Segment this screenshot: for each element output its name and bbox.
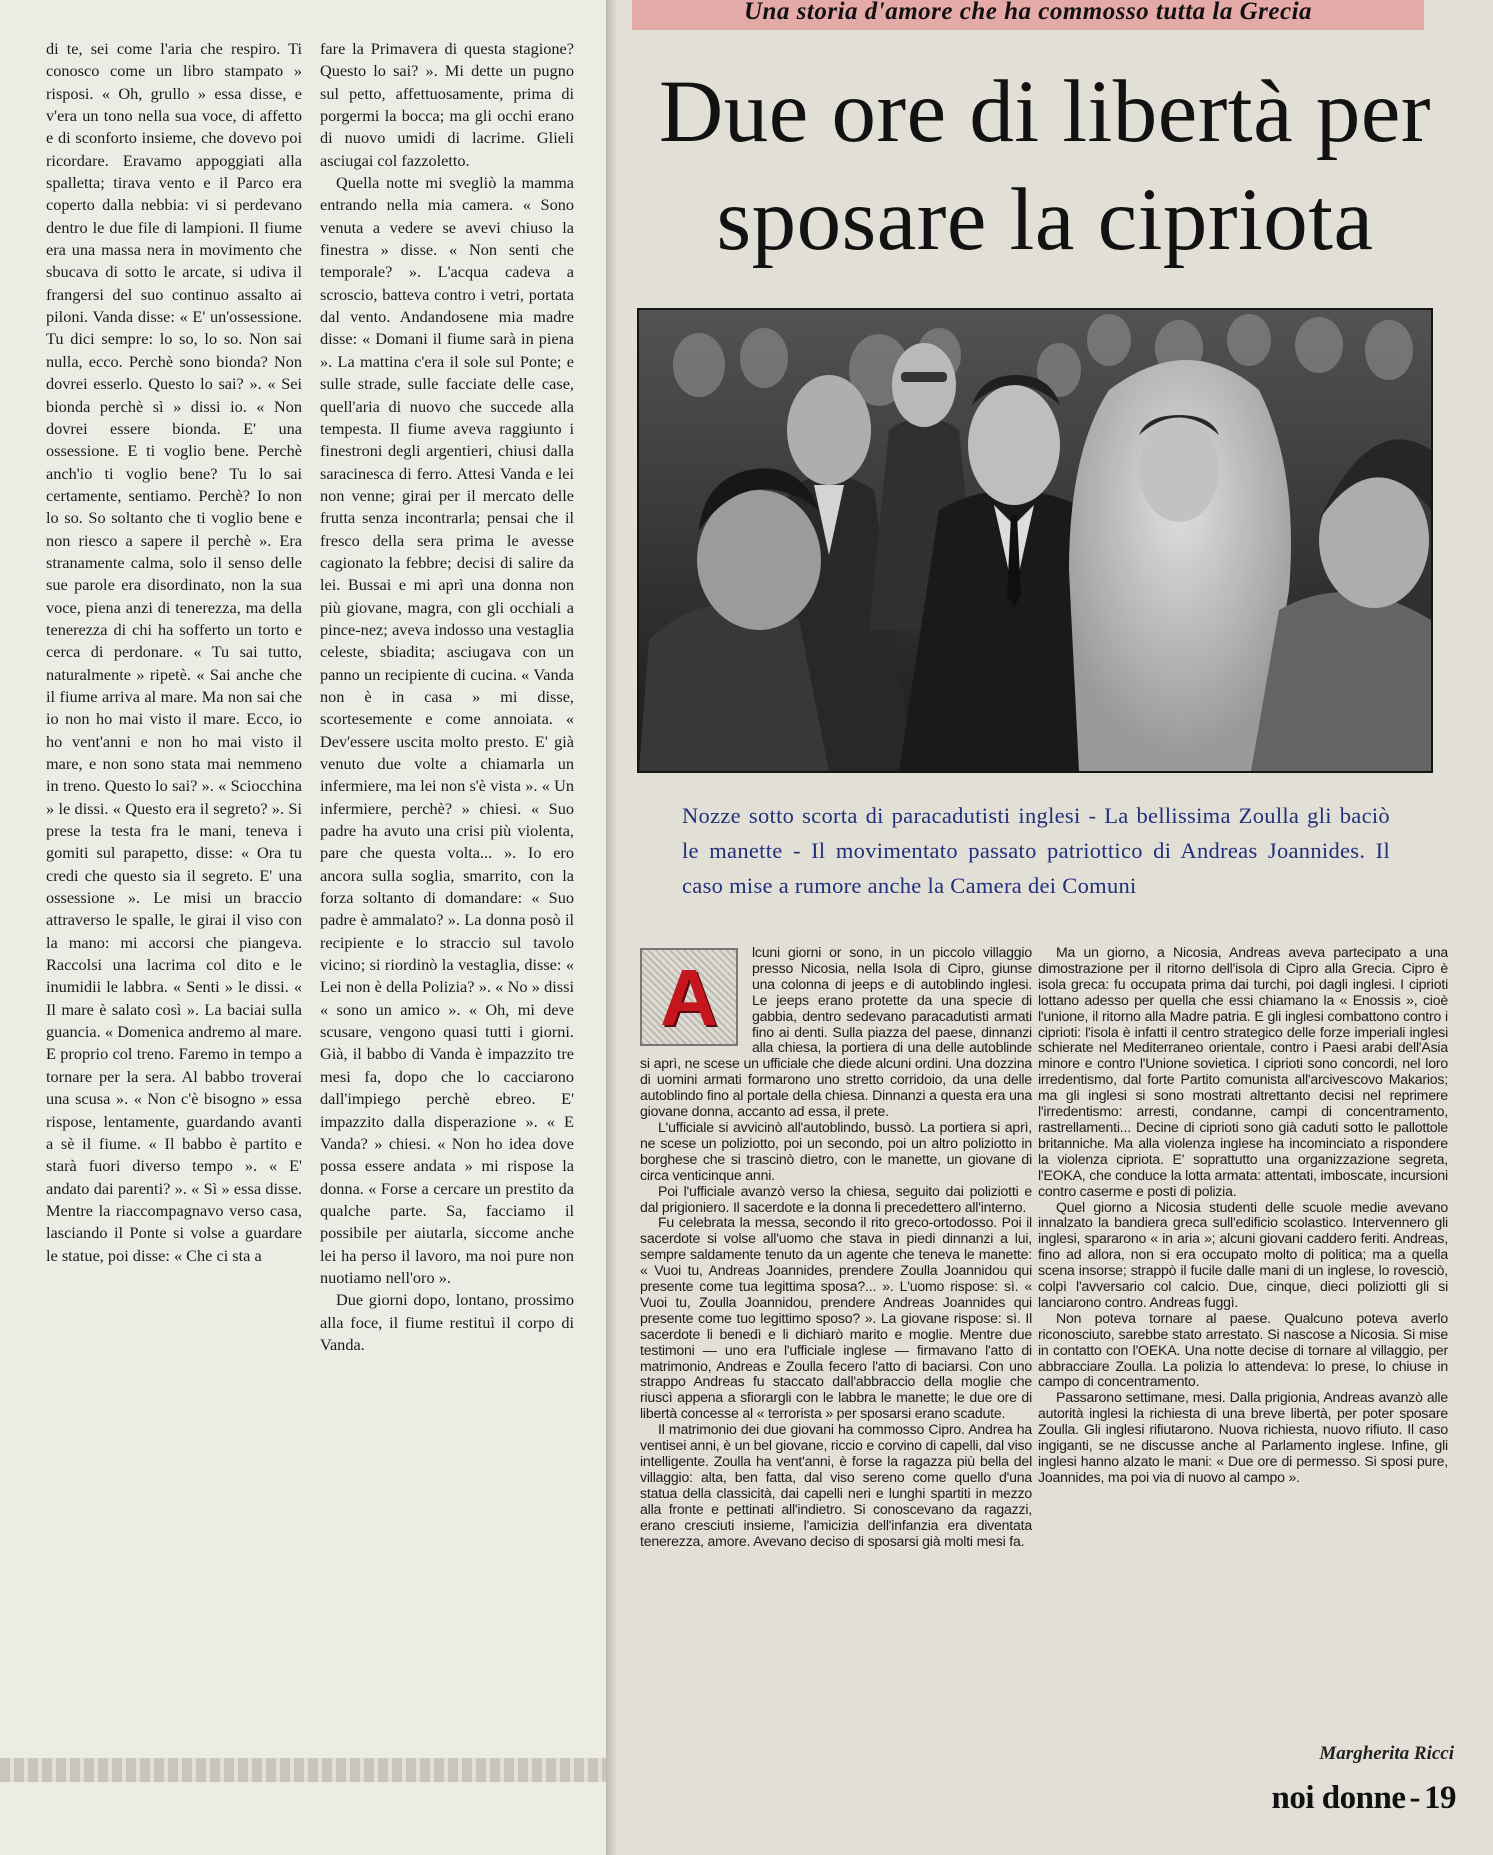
drop-cap-letter: A (660, 953, 718, 1042)
article-paragraph: Fu celebrata la messa, secondo il rito greco-ortodosso. Poi il sacerdote si volse all'uomo che stava in piedi dinnanzi a lui, sempre saldamente tenuto da un agente che teneva le manette: « Vuoi tu, Andreas Joannides, prendere Zoulla Joannidou qui presente come tua legittima sposa?... ». L'uomo rispose: sì. « Vuoi tu, Zoulla Joannidou, prendere Andreas Joannides qui presente come tuo legittimo sposo? ». La giovane rispose: sì. Il sacerdote li benedì e li dichiarò marito e moglie. Mentre due testimoni — uno era l'ufficiale inglese — firmavano l'atto di matrimonio, Andreas e Zoulla fecero l'atto di baciarsi. Con uno strappo Andreas fu staccato dall'abbraccio della moglie che riuscì appena a sfiorargli con le labbra le manette; le due ore di libertà concesse al « terrorista » per sposarsi erano scadute. (640, 1214, 1032, 1422)
left-column-2-paragraph: fare la Primavera di questa stagione? Questo lo sai? ». Mi dette un pugno sul petto, affettuosamente, prima di porgermi la bocca; ma gli occhi erano di nuovo umidi di lacrime. Glieli asciugai col fazzoletto. (320, 39, 574, 170)
article-paragraph: Passarono settimane, mesi. Dalla prigionia, Andreas avanzò alle autorità inglesi la richiesta di una breve libertà, per poter sposare Zoulla. Gli inglesi rifiutarono. Nuova richiesta, nuovo rifiuto. Il caso ingiganti, se ne discusse anche al Parlamento inglese. Infine, gli inglesi hanno alzato le mani: « Due ore di permesso. Si sposi pure, Joannides, ma poi via di nuovo al campo ». (1038, 1389, 1448, 1485)
left-column-2-paragraph: Due giorni dopo, lontano, prossimo alla foce, il fiume restituì il corpo di Vanda. (320, 1290, 574, 1354)
drop-cap-spacer (640, 945, 752, 1049)
article-paragraph: Quel giorno a Nicosia studenti delle scuole medie avevano innalzato la bandiera greca sull'edificio scolastico. Intervennero gli inglesi, spararono « in aria »; alcuni giovani caddero feriti. Andreas, fino ad allora, non si era occupato molto di politica; ma a quella scena insorse; strappò il fucile dalle mani di un inglese, lo rovesciò, colpì l'avversario col calcio. Due, cinque, dieci poliziotti gli si lanciarono contro. Andreas fuggì. (1038, 1198, 1448, 1310)
magazine-name: noi donne (1271, 1780, 1406, 1816)
left-column-2 (320, 38, 574, 1356)
left-column-1 (46, 38, 302, 1267)
author-byline: Margherita Ricci (1319, 1743, 1454, 1764)
page-edge-strip (0, 1758, 606, 1782)
article-paragraph: Ma un giorno, a Nicosia, Andreas aveva partecipato a una dimostrazione per il ritorno dell'isola di Cipro alla Grecia. Cipro è isola greca: fu occupata prima dai turchi, poi dagli inglesi. I ciprioti lottano adesso per quella che essi chiamano la « Enossis », cioè l'unione, il ritorno alla Madre patria. E gli inglesi combattono contro i ciprioti: l'isola è infatti il centro strategico delle forze imperiali inglesi schierate nel Mediterraneo orientale, contro i Paesi arabi dell'Asia minore e contro l'Unione sovietica. I ciprioti sono concordi, nel loro irredentismo, dal forte Partito comunista all'arcivescovo Makarios; ma gli inglesi si sono mostrati altrettanto decisi nel reprimere l'irredentismo: arresti, condanne, campi di concentramento, rastrellamenti... Decine di ciprioti sono già caduti sotto le pallottole britanniche. Ma alla violenza inglese ha incominciato a rispondere la violenza cipriota. E' soprattutto una organizzazione segreta, l'EOKA, che conduce la lotta armata: attentati, imboscate, incursioni contro caserme e posti di polizia. (1038, 944, 1448, 1199)
article-paragraph: lcuni giorni or sono, in un piccolo villaggio presso Nicosia, nella Isola di Cipro, giunse una colonna di jeeps e di autoblindo inglesi. Le jeeps erano protette da una specie di gabbia, dentro sedevano paracadutisti armati fino ai denti. Sulla piazza del paese, dinnanzi alla chiesa, la portiera di una delle autoblinde si aprì, ne scese un ufficiale che diede alcuni ordini. Una dozzina di uomini armati formarono uno stretto corridoio, da una delle autoblindo fino al portale della chiesa. Dinnanzi a questa era una giovane donna, accanto ad essa, il prete. (640, 944, 1032, 1120)
footer-separator: - (1409, 1780, 1420, 1816)
page-gutter (606, 0, 618, 1855)
left-column-1-text: di te, sei come l'aria che respiro. Ti conosco come un libro stampato » risposi. « Oh, grullo » essa disse, e v'era un tono nella sua voce, di affetto e di sconforto insieme, che dovevo poi ricordare. Eravamo appoggiati alla spalletta; tirava vento e il Parco era coperto dalla nebbia: vi si perdevano dentro le due file di lampioni. Il fiume era una massa nera in movimento che sbucava di sotto le arcate, si udiva il frangersi del suo continuo assalto ai piloni. Vanda disse: « E' un'ossessione. Tu dici sempre: lo so, lo so. Non sai nulla, ecco. Perchè sono bionda? Non dovrei esserlo. Questo lo sai? ». « Sei bionda perchè sì » dissi io. « Non dovrei essere bionda. E' una ossessione. E ti voglio bene. Perchè anch'io ti voglio bene? Tu lo sai certamente, sentiamo. Perchè? Io non lo so. So soltanto che ti voglio bene e non riesco a sapere il perchè ». Era stranamente calma, solo il senso delle sue parole era disordinato, non la sua voce, piena anzi di tenerezza, ma della tenerezza di chi ha sofferto un torto e cerca di perdonare. « Tu sai tutto, naturalmente » ripetè. « Sai anche che il fiume arriva al mare. Ma non sai che io non ho mai visto il mare. Ecco, io ho vent'anni e non ho mai visto il mare, e non sono stata mai nemmeno in treno. Questo lo sai? ». « Sciocchina » le dissi. « Questo era il segreto? ». Si prese la testa fra le mani, teneva i gomiti sul parapetto, disse: « Ora tu credi che questo sia il segreto. E' una ossessione ». Le misi un braccio attraverso le spalle, le girai il viso con la mano: mi accorsi che piangeva. Raccolsi una lacrima col dito e le inumidii le labbra. « Senti » le dissi. « Il mare è salato così ». La baciai sulla guancia. « Domenica andremo al mare. E proprio col treno. Faremo in tempo a tornare per la sera. Al babbo troverai una scusa ». « Non c'è bisogno » essa rispose, lentamente, guardando avanti a sè il fiume. « Il babbo è partito e starà fuori diverso tempo ». « E' andato dai parenti? ». « Sì » essa disse. Mentre la riaccompagnavo verso casa, lasciando il Ponte si volse a guardare le statue, poi disse: « Che ci sta a (46, 39, 302, 1265)
wedding-photo (637, 308, 1433, 773)
article-kicker: Una storia d'amore che ha commosso tutta la Grecia (632, 0, 1424, 30)
article-subtitle: Nozze sotto scorta di paracadutisti inglesi - La bellissima Zoulla gli baciò le manette - Il movimentato passato patriottico di Andreas Joannides. Il caso mise a rumore anche la Camera dei Comuni (682, 803, 1390, 898)
page-number: 19 (1424, 1780, 1456, 1816)
article-column-1 (640, 945, 1032, 1549)
article-paragraph: Il matrimonio dei due giovani ha commosso Cipro. Andrea ha ventisei anni, è un bel giovane, riccio e corvino di capelli, dal viso intelligente. Zoulla ha vent'anni, è forse la ragazza più bella del villaggio: alta, ben fatta, dal viso sereno come quello d'una statua della classicità, dai capelli neri e lunghi spartiti in mezzo alla fronte e pettinati all'indietro. Si conoscevano da ragazzi, erano cresciuti insieme, l'amicizia dell'infanzia era diventata tenerezza, amore. Avevano deciso di sposarsi già molti mesi fa. (640, 1421, 1032, 1549)
page-footer (1260, 1780, 1456, 1817)
article-column-2 (1038, 945, 1448, 1486)
left-column-2-paragraph: Quella notte mi svegliò la mamma entrando nella mia camera. « Sono venuta a vedere se avevi chiuso la finestra » disse. « Non senti che temporale? ». L'acqua cadeva a scroscio, batteva contro i vetri, portata dal vento. Andandosene mia madre disse: « Domani il fiume sarà in piena ». La mattina c'era il sole sul Ponte; e sulle strade, sulle facciate delle case, quell'aria di nuovo che succede alla tempesta. Il fiume aveva raggiunto i finestroni degli argentieri, chiusi dalla saracinesca di ferro. Attesi Vanda e lei non venne; girai per il mercato delle frutta senza incontrarla; pensai che il fresco della sera prima le avesse cagionato la febbre; decisi di salire da lei. Bussai e mi aprì una donna non più giovane, magra, con gli occhiali a pince-nez; aveva indosso una vestaglia celeste, sbiadita; asciugava con un panno un recipiente di cucina. « Vanda non è in casa » mi disse, scortesemente e come annoiata. « Dev'essere uscita molto presto. E' già venuto due volte a chiamarla un infermiere, ma lei non s'è vista ». « Un infermiere, perchè? » chiesi. « Suo padre ha avuto una crisi più violenta, pare che questa volta... ». Io ero ancora sulla soglia, smarrito, con la forza soltanto di domandare: « Suo padre è ammalato? ». La donna posò il recipiente e lo straccio sul tavolo vicino; si riordinò la vestaglia, disse: « Lei non è della Polizia? ». « No » dissi « sono un amico ». « Oh, mi deve scusare, vengono quasi tutti i giorni. Già, il babbo di Vanda è impazzito tre mesi fa, dopo che lo cacciarono dall'impiego perchè ebreo. E' impazzito dalla disperazione ». « E Vanda? » chiesi. « Non ho idea dove possa essere andata » mi rispose la donna. « Forse a cercare un prestito da qualche parte. Sa, facciamo il possibile per aiutarla, siccome anche lei ha perso il lavoro, ma noi pure non nuotiamo nell'oro ». (320, 173, 574, 1287)
article-paragraph: Poi l'ufficiale avanzò verso la chiesa, seguito dai poliziotti e dal prigioniero. Il sacerdote e la donna li precedettero all'interno. (640, 1182, 1032, 1215)
left-page (0, 0, 606, 1855)
article-paragraph: L'ufficiale si avvicinò all'autoblindo, bussò. La portiera si aprì, ne scese un poliziotto, poi un secondo, poi un altro poliziotto in borghese che si trascinò dietro, con le manette, un giovane di circa venticinque anni. (640, 1118, 1032, 1183)
article-headline: Due ore di libertà per sposare la cipriota (658, 63, 1432, 269)
article-paragraph: Non poteva tornare al paese. Qualcuno poteva averlo riconosciuto, sarebbe stato arrestato. Si nascose a Nicosia. Si mise in contatto con l'OEKA. Una notte decise di tornare al villaggio, per abbracciare Zoulla. La polizia lo attendeva: lo prese, lo chiuse in campo di concentramento. (1038, 1309, 1448, 1390)
